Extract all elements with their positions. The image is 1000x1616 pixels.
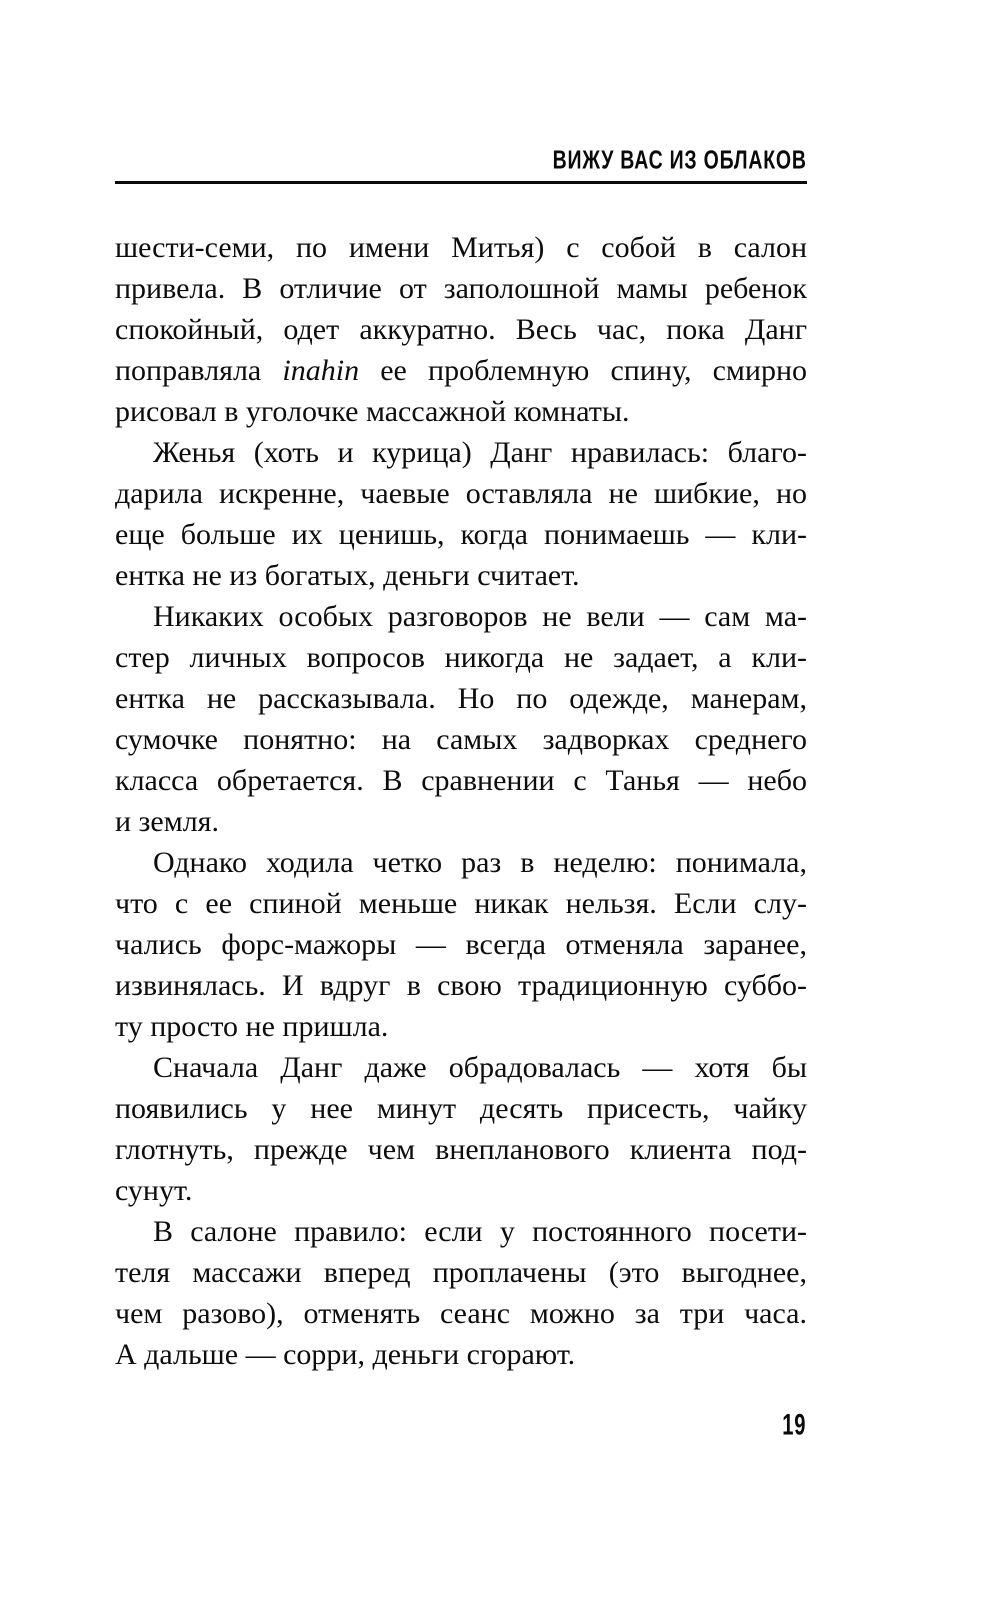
text-line: дарила искренне, чаевые оставляла не шибкие, но	[115, 477, 807, 510]
text-line: появились у нее минут десять присесть, чайку	[115, 1092, 807, 1125]
text-line: В салоне правило: если у постоянного посети-	[153, 1215, 807, 1248]
text-line: рисовал в уголочке массажной комнаты.	[115, 395, 630, 428]
text-line: чем разово), отменять сеанс можно за три часа.	[115, 1297, 807, 1330]
text-line: Женья (хоть и курица) Данг нравилась: благо-	[153, 436, 807, 469]
text-line: ентка не рассказывала. Но по одежде, манерам,	[115, 682, 807, 715]
header-rule	[115, 181, 807, 184]
paragraph	[115, 432, 807, 596]
text-line: сумочке понятно: на самых задворках среднего	[115, 723, 807, 756]
text-line: Никаких особых разговоров не вели — сам ма-	[153, 600, 807, 633]
paragraph	[115, 596, 807, 842]
text-line: спокойный, одет аккуратно. Весь час, пока Данг	[115, 313, 807, 346]
running-header	[115, 147, 807, 173]
text-line: Сначала Данг даже обрадовалась — хотя бы	[153, 1051, 807, 1084]
text-line: глотнуть, прежде чем внепланового клиента под-	[115, 1133, 807, 1166]
text-block	[115, 147, 807, 1375]
text-line: извинялась. И вдруг в свою традиционную суббо-	[115, 969, 807, 1002]
text-line: сунут.	[115, 1174, 193, 1207]
text-line: класса обретается. В сравнении с Танья — небо	[115, 764, 807, 797]
text-line: и земля.	[115, 805, 219, 838]
text-line: ентка не из богатых, деньги считает.	[115, 559, 580, 592]
text-line: чались форс-мажоры — всегда отменяла заранее,	[115, 928, 807, 961]
body-text	[115, 227, 807, 1375]
paragraph	[115, 842, 807, 1047]
text-line: еще больше их ценишь, когда понимаешь — кли-	[115, 518, 807, 551]
page-number	[773, 1410, 806, 1440]
text-line: шести-семи, по имени Митья) с собой в салон	[115, 231, 807, 264]
paragraph	[115, 1047, 807, 1211]
text-line: ту просто не пришла.	[115, 1010, 389, 1043]
text-line: Однако ходила четко раз в неделю: понимала,	[153, 846, 807, 879]
running-header-text: ВИЖУ ВАС ИЗ ОБЛАКОВ	[552, 145, 807, 175]
page-number-text: 19	[782, 1408, 806, 1441]
text-line: что с ее спиной меньше никак нельзя. Если слу-	[115, 887, 807, 920]
paragraph	[115, 1211, 807, 1375]
text-line: поправляла inahin ее проблемную спину, смирно	[115, 354, 808, 387]
text-line: теля массажи вперед проплачены (это выгоднее,	[115, 1256, 807, 1289]
text-line: А дальше — сорри, деньги сгорают.	[115, 1338, 576, 1371]
text-line: привела. В отличие от заполошной мамы ребенок	[115, 272, 807, 305]
text-line: стер личных вопросов никогда не задает, а кли-	[115, 641, 807, 674]
paragraph	[115, 227, 807, 432]
